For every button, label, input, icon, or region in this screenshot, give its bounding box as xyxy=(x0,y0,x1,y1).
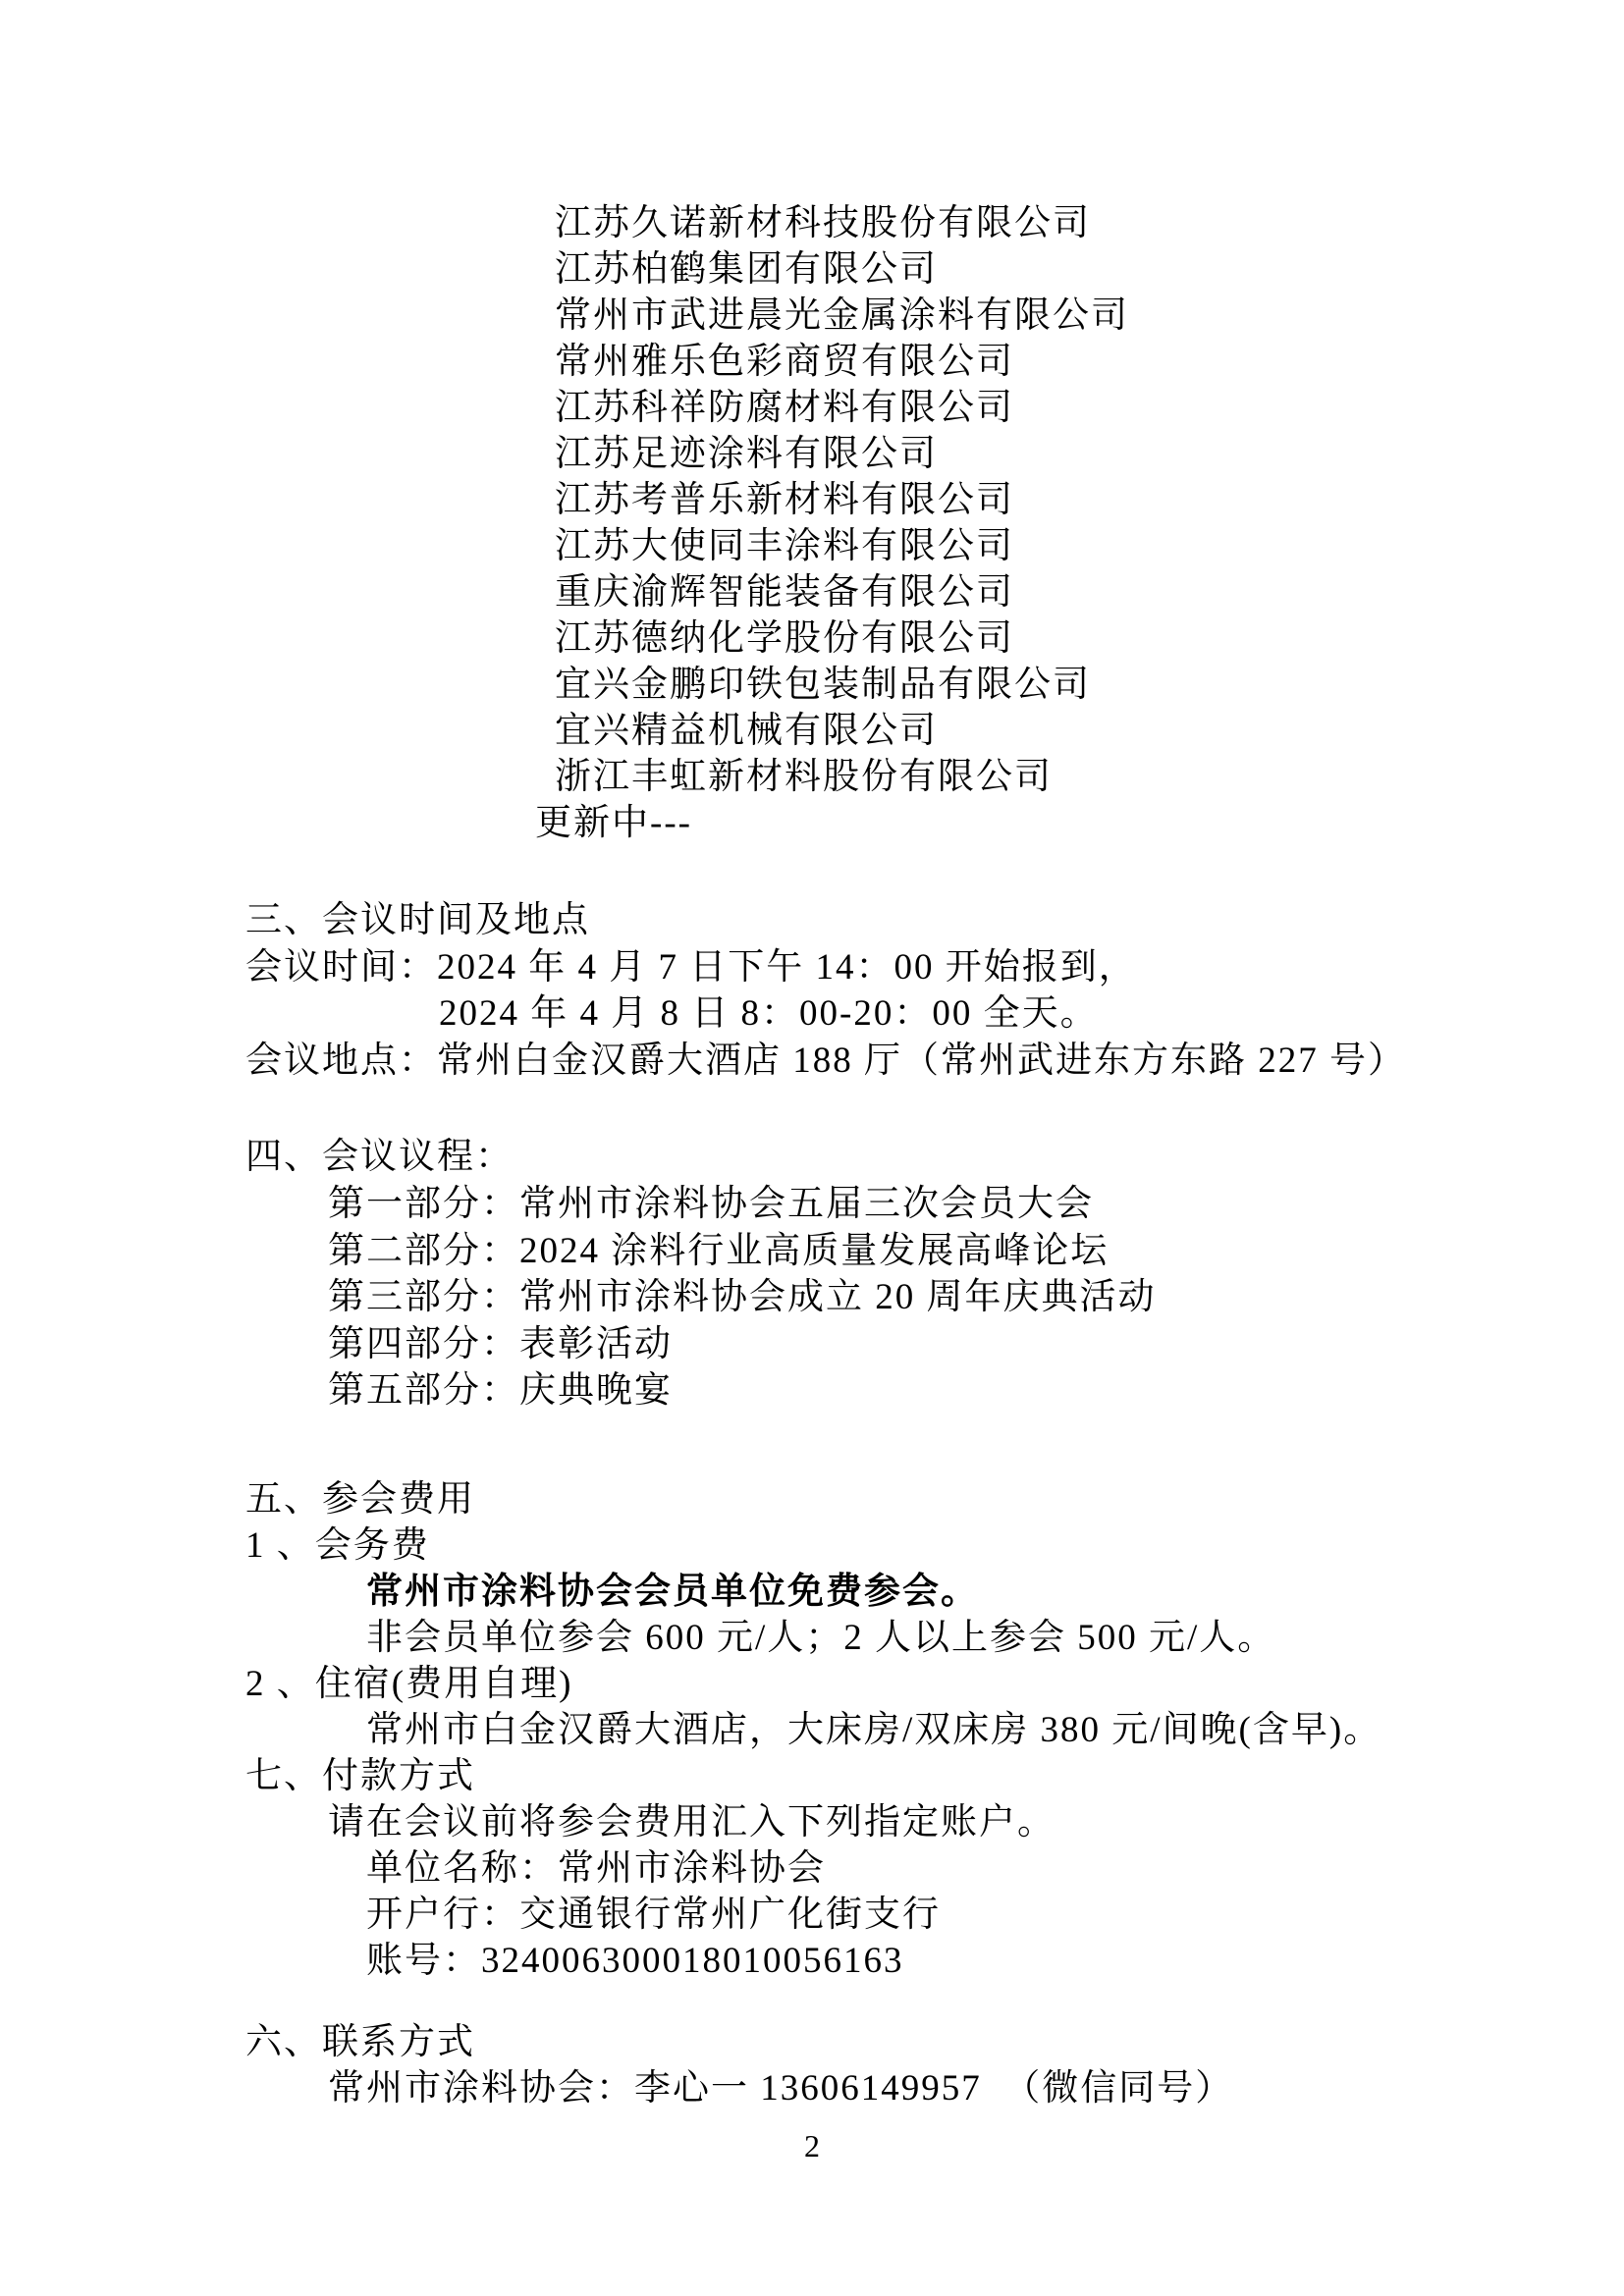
company-list-item: 江苏柏鹤集团有限公司 xyxy=(555,249,938,290)
company-list-item: 常州雅乐色彩商贸有限公司 xyxy=(555,342,1014,382)
section5-heading: 五、参会费用 xyxy=(245,1479,475,1520)
payment-intro-line: 请在会议前将参会费用汇入下列指定账户。 xyxy=(328,1802,1056,1842)
page-number: 2 xyxy=(804,2128,820,2163)
fee-item2-heading: 2 、住宿(费用自理) xyxy=(245,1664,573,1704)
company-list-item: 浙江丰虹新材料股份有限公司 xyxy=(555,757,1053,797)
section7-heading: 七、付款方式 xyxy=(245,1756,475,1796)
agenda-item: 第一部分：常州市涂料协会五届三次会员大会 xyxy=(328,1184,1094,1224)
company-list-item: 江苏德纳化学股份有限公司 xyxy=(555,618,1014,659)
meeting-location-line: 会议地点：常州白金汉爵大酒店 188 厅（常州武进东方东路 227 号） xyxy=(245,1041,1406,1081)
agenda-item: 第三部分：常州市涂料协会成立 20 周年庆典活动 xyxy=(328,1277,1157,1317)
contact-line: 常州市涂料协会：李心一 13606149957 （微信同号） xyxy=(328,2068,1234,2109)
company-list-item: 江苏科祥防腐材料有限公司 xyxy=(555,388,1014,428)
agenda-item: 第二部分：2024 涂料行业高质量发展高峰论坛 xyxy=(328,1231,1110,1271)
updating-note: 更新中--- xyxy=(535,803,692,843)
section3-heading: 三、会议时间及地点 xyxy=(245,900,590,940)
account-number-line: 账号：324006300018010056163 xyxy=(366,1941,904,1981)
agenda-item: 第五部分：庆典晚宴 xyxy=(328,1370,673,1411)
section4-heading: 四、会议议程： xyxy=(245,1137,514,1177)
agenda-item: 第四部分：表彰活动 xyxy=(328,1324,673,1364)
company-list-item: 宜兴精益机械有限公司 xyxy=(555,711,938,751)
company-list-item: 江苏久诺新材科技股份有限公司 xyxy=(555,203,1091,243)
fee-item1-heading: 1 、会务费 xyxy=(245,1525,430,1566)
company-list-item: 江苏大使同丰涂料有限公司 xyxy=(555,526,1014,566)
company-list-item: 宜兴金鹏印铁包装制品有限公司 xyxy=(555,665,1091,705)
company-list-item: 重庆渝辉智能装备有限公司 xyxy=(555,572,1014,613)
company-list-item: 江苏考普乐新材料有限公司 xyxy=(555,480,1014,520)
section6-heading: 六、联系方式 xyxy=(245,2022,475,2062)
fee-nonmember-line: 非会员单位参会 600 元/人；2 人以上参会 500 元/人。 xyxy=(366,1618,1276,1658)
company-list-item: 常州市武进晨光金属涂料有限公司 xyxy=(555,295,1129,336)
bank-line: 开户行：交通银行常州广化街支行 xyxy=(366,1895,941,1935)
fee-free-line: 常州市涂料协会会员单位免费参会。 xyxy=(366,1572,979,1612)
meeting-time-line-2: 2024 年 4 月 8 日 8：00-20：00 全天。 xyxy=(439,993,1099,1034)
hotel-line: 常州市白金汉爵大酒店，大床房/双床房 380 元/间晚(含早)。 xyxy=(366,1710,1382,1750)
meeting-time-line-1: 会议时间：2024 年 4 月 7 日下午 14：00 开始报到， xyxy=(245,947,1137,988)
account-name-line: 单位名称：常州市涂料协会 xyxy=(366,1848,826,1889)
company-list-item: 江苏足迹涂料有限公司 xyxy=(555,434,938,474)
